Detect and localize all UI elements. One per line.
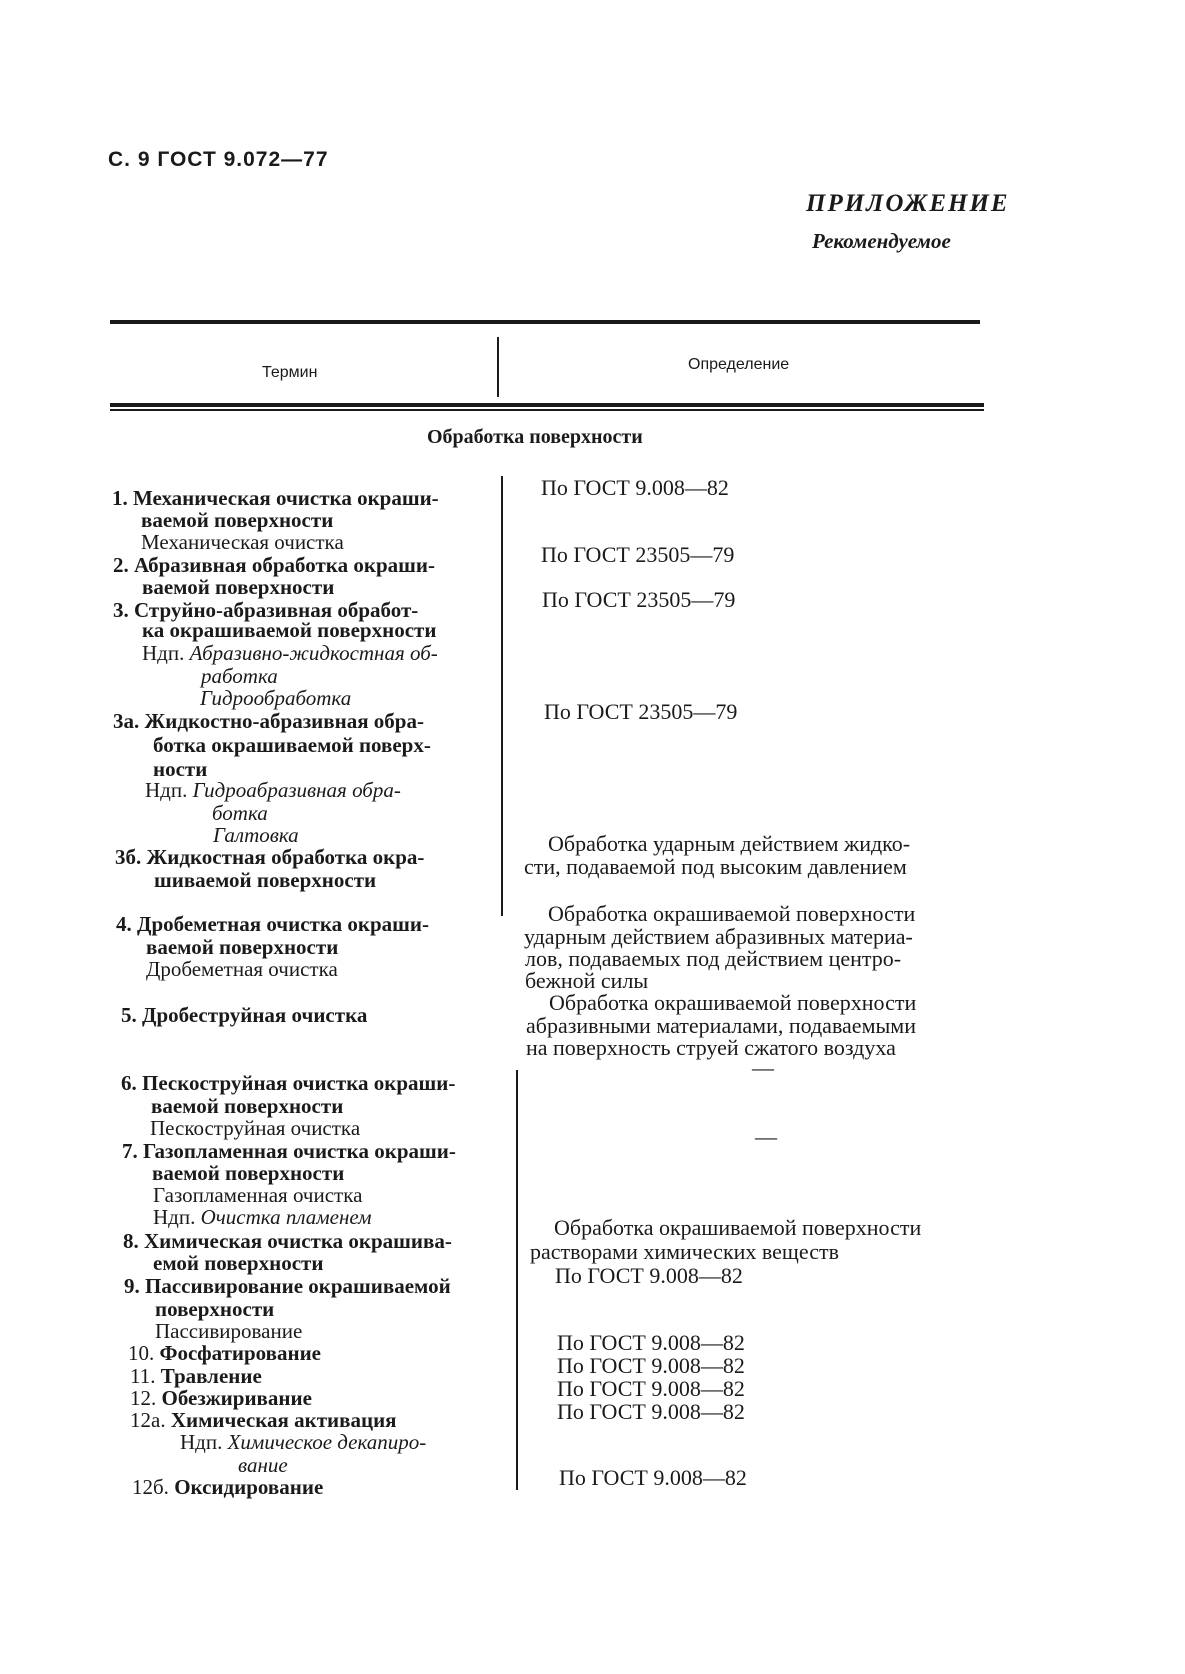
term-6: 6. Пескоструйная очистка окраши- <box>121 1071 456 1095</box>
term-8-line2: емой поверхности <box>153 1251 324 1275</box>
term-12a: 12а. Химическая активация <box>130 1408 397 1432</box>
definition-5-line3: на поверхность струей сжатого воздуха <box>526 1035 896 1060</box>
term-9-line2: поверхности <box>155 1297 275 1321</box>
term-12: 12. Обезжиривание <box>130 1386 312 1410</box>
definition-9: По ГОСТ 9.008—82 <box>555 1263 743 1288</box>
column-header-definition: Определение <box>688 356 790 373</box>
page-reference: С. 9 ГОСТ 9.072—77 <box>108 148 329 171</box>
definition-3a: По ГОСТ 23505—79 <box>544 699 738 724</box>
definition-3b-line2: сти, подаваемой под высоким давлением <box>524 854 907 879</box>
term-3-ndp: Ндп. Абразивно-жидкостная об- <box>142 641 438 665</box>
table-head-rule-thin <box>110 409 984 411</box>
term-1-line2: ваемой поверхности <box>141 508 334 532</box>
definition-7: — <box>755 1124 777 1149</box>
column-divider-head <box>497 337 499 397</box>
term-11: 11. Травление <box>130 1364 262 1388</box>
term-9-synonym: Пассивирование <box>155 1319 303 1343</box>
definition-1: По ГОСТ 9.008—82 <box>541 475 729 500</box>
term-4: 4. Дробеметная очистка окраши- <box>116 912 429 936</box>
definition-4-line3: лов, подаваемых под действием центро- <box>525 946 902 971</box>
column-header-term: Термин <box>262 364 318 381</box>
definition-4-line1: Обработка окрашиваемой поверхности <box>548 901 916 926</box>
term-8: 8. Химическая очистка окрашива- <box>123 1229 452 1253</box>
term-12a-ndp: Ндп. Химическое декапиро- <box>180 1430 427 1454</box>
term-10: 10. Фосфатирование <box>128 1341 321 1365</box>
definition-12a: По ГОСТ 9.008—82 <box>557 1399 745 1424</box>
term-12b: 12б. Оксидирование <box>132 1475 324 1499</box>
term-3a-ndp-line3: Галтовка <box>213 823 299 847</box>
term-1: 1. Механическая очистка окраши- <box>112 486 439 510</box>
term-3-ndp-line2: работка <box>201 664 278 688</box>
definition-10: По ГОСТ 9.008—82 <box>557 1330 745 1355</box>
definition-5-line2: абразивными материалами, подаваемыми <box>526 1013 916 1038</box>
term-3a-ndp-line2: ботка <box>212 801 268 825</box>
term-7-ndp: Ндп. Очистка пламенем <box>153 1205 372 1229</box>
term-5: 5. Дробеструйная очистка <box>121 1003 368 1027</box>
definition-11: По ГОСТ 9.008—82 <box>557 1353 745 1378</box>
term-6-synonym: Пескоструйная очистка <box>150 1116 361 1140</box>
column-divider-lower <box>516 1070 518 1490</box>
term-4-line2: ваемой поверхности <box>146 935 339 959</box>
term-7: 7. Газопламенная очистка окраши- <box>122 1139 456 1163</box>
term-2-line2: ваемой поверхности <box>142 575 335 599</box>
section-title: Обработка поверхности <box>427 426 643 448</box>
definition-3: По ГОСТ 23505—79 <box>542 587 736 612</box>
term-3a-line2: ботка окрашиваемой поверх- <box>153 733 431 757</box>
term-3-ndp-line3: Гидрообработка <box>200 686 352 710</box>
appendix-title: ПРИЛОЖЕНИЕ <box>806 190 1010 217</box>
term-3: 3. Струйно-абразивная обработ- <box>113 598 419 622</box>
definition-12: По ГОСТ 9.008—82 <box>557 1376 745 1401</box>
term-3-line2: ка окрашиваемой поверхности <box>142 618 437 642</box>
table-head-rule <box>110 403 984 407</box>
term-6-line2: ваемой поверхности <box>151 1094 344 1118</box>
definition-4-line4: бежной силы <box>525 968 649 993</box>
term-7-synonym: Газопламенная очистка <box>153 1183 363 1207</box>
definition-5-line1: Обработка окрашиваемой поверхности <box>549 990 917 1015</box>
column-divider-upper <box>501 476 503 916</box>
appendix-status: Рекомендуемое <box>812 229 951 253</box>
definition-4-line2: ударным действием абразивных материа- <box>524 924 913 949</box>
term-12a-ndp-line2: вание <box>238 1453 288 1477</box>
term-3b-line2: шиваемой поверхности <box>154 868 377 892</box>
term-7-line2: ваемой поверхности <box>152 1161 345 1185</box>
definition-12b: По ГОСТ 9.008—82 <box>559 1465 747 1490</box>
definition-2: По ГОСТ 23505—79 <box>541 542 735 567</box>
definition-8-line2: растворами химических веществ <box>530 1239 839 1264</box>
term-9: 9. Пассивирование окрашиваемой <box>124 1274 451 1298</box>
definition-3b-line1: Обработка ударным действием жидко- <box>548 831 911 856</box>
term-3a-line3: ности <box>153 757 208 781</box>
term-3a: 3а. Жидкостно-абразивная обра- <box>113 709 424 733</box>
term-4-synonym: Дробеметная очистка <box>146 957 338 981</box>
definition-8-line1: Обработка окрашиваемой поверхности <box>554 1215 922 1240</box>
term-3a-ndp: Ндп. Гидроабразивная обра- <box>145 778 401 802</box>
definition-6: — <box>752 1055 774 1080</box>
term-2: 2. Абразивная обработка окраши- <box>113 553 435 577</box>
term-1-synonym: Механическая очистка <box>141 530 344 554</box>
table-top-rule <box>110 320 980 324</box>
term-3b: 3б. Жидкостная обработка окра- <box>115 845 425 869</box>
